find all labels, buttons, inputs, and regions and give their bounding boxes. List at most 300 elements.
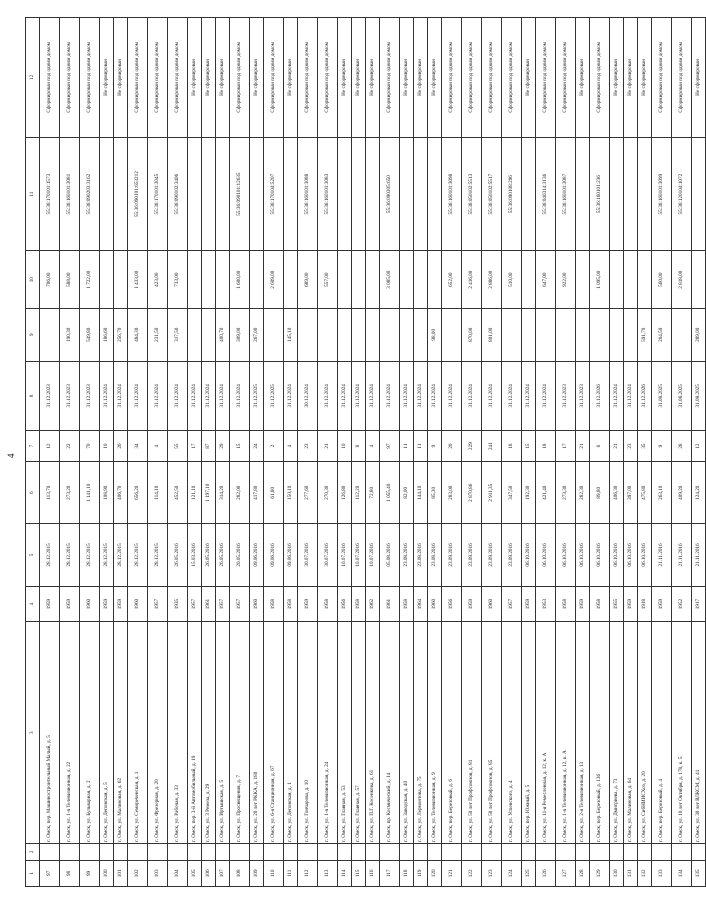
table-cell: Не сформирован — [366, 18, 380, 138]
table-cell: Сформирован под одним домом — [482, 18, 502, 138]
table-cell: 06.10.2016 — [536, 524, 556, 586]
table-cell: 09.06.2016 — [264, 524, 284, 586]
table-cell: 314,20 — [216, 462, 230, 524]
table-row — [216, 18, 230, 887]
table-cell: 115 — [352, 860, 366, 886]
table-cell: Не сформирован — [114, 18, 128, 138]
table-cell — [188, 843, 202, 860]
table-cell — [284, 843, 298, 860]
table-cell: 31.12.2023 — [556, 361, 576, 430]
table-cell: 4 — [284, 431, 298, 462]
table-cell: 15 — [522, 431, 536, 462]
table-cell — [522, 843, 536, 860]
table-cell: Сформирован под одним домом — [168, 18, 188, 138]
table-row — [522, 18, 536, 887]
table-cell: г. Омск, ул. 50 лет Профсоюзов, д. 81 — [462, 622, 482, 843]
table-cell: 103 — [148, 860, 168, 886]
table-row — [556, 18, 576, 887]
table-row — [366, 18, 380, 887]
table-cell: 117 — [380, 860, 400, 886]
table-cell: г. Омск, пер. Березовый, д. 6 — [442, 622, 462, 843]
table-cell: 121,10 — [188, 462, 202, 524]
table-cell: Сформирован под одним домом — [462, 18, 482, 138]
table-cell: 55:36:090203:3162 — [80, 137, 100, 251]
table-cell: Не сформирован — [352, 18, 366, 138]
table-cell: 89,80 — [590, 462, 610, 524]
table-cell: 1 600,00 — [230, 251, 250, 308]
table-cell: 31.12.2024 — [284, 361, 298, 430]
table-row — [60, 18, 80, 887]
table-cell: 31.12.2023 — [576, 361, 590, 430]
table-cell: 21.11.2016 — [672, 524, 692, 586]
table-cell — [590, 843, 610, 860]
table-cell: г. Омск, ул. Малиновая, д. 62 — [114, 622, 128, 843]
table-cell: 1 055,40 — [380, 462, 400, 524]
rotated-table-container — [25, 17, 701, 887]
table-cell: 1959 — [624, 586, 638, 622]
table-cell — [482, 843, 502, 860]
table-cell: г. Омск, ул. 1-я Телевизионная, д. 22 — [60, 622, 80, 843]
table-cell: 21.11.2016 — [652, 524, 672, 586]
table-cell: г. Омск, ул. Фрезерная, д. 20 — [148, 622, 168, 843]
table-cell: 31.12.2026 — [638, 361, 652, 430]
table-row — [298, 18, 318, 887]
table-cell: 113,70 — [40, 462, 60, 524]
table-cell: 1958 — [400, 586, 414, 622]
table-cell — [522, 308, 536, 361]
table-cell: Не сформирован — [100, 18, 114, 138]
table-cell: 21 — [576, 431, 590, 462]
table-cell: 1959 — [522, 586, 536, 622]
table-cell: 1935 — [168, 586, 188, 622]
table-cell: 2 — [264, 431, 284, 462]
table-cell — [202, 137, 216, 251]
table-cell — [100, 843, 114, 860]
table-cell — [428, 137, 442, 251]
table-cell — [216, 137, 230, 251]
table-cell: 510,00 — [502, 251, 522, 308]
table-cell: г. Омск, ул. 6-я Станционная, д. 67 — [264, 622, 284, 843]
table-cell: Сформирован под одним домом — [672, 18, 692, 138]
table-cell: 126 — [536, 860, 556, 886]
table-row — [100, 18, 114, 887]
table-cell: 1960 — [128, 586, 148, 622]
table-cell: 656,20 — [128, 462, 148, 524]
table-cell: г. Омск, ул. 1-я Телевизионная, д. 24 — [318, 622, 338, 843]
table-cell — [400, 843, 414, 860]
table-cell — [672, 843, 692, 860]
table-cell: 733,00 — [168, 251, 188, 308]
table-cell — [202, 308, 216, 361]
table-cell: Не сформирован — [338, 18, 352, 138]
table-cell: 20.05.2016 — [230, 524, 250, 586]
table-cell: 23.09.2016 — [482, 524, 502, 586]
table-cell: г. Омск, ул. Гончарова, д. 10 — [298, 622, 318, 843]
table-cell — [442, 308, 462, 361]
table-cell: г. Омск, ул. Бульварная, д. 2 — [80, 622, 100, 843]
table-cell: 21 — [318, 431, 338, 462]
table-cell: 06.10.2016 — [556, 524, 576, 586]
table-cell: 31.12.2024 — [428, 361, 442, 430]
table-cell — [366, 843, 380, 860]
table-cell: 22 — [60, 431, 80, 462]
table-cell: 31.12.2024 — [536, 361, 556, 430]
table-cell: 09.06.2016 — [284, 524, 298, 586]
table-cell: 10.07.2016 — [338, 524, 352, 586]
table-cell: 28.12.2015 — [60, 524, 80, 586]
table-cell: 3 085,00 — [380, 251, 400, 308]
table-cell: 120 — [428, 860, 442, 886]
table-cell — [352, 251, 366, 308]
table-cell — [610, 251, 624, 308]
table-cell: 100 — [100, 860, 114, 886]
table-cell: 475,80 — [638, 462, 652, 524]
table-cell — [338, 137, 352, 251]
table-cell: 121 — [442, 860, 462, 886]
table-cell: 2 911,35 — [482, 462, 502, 524]
table-cell: Сформирован под одним домом — [380, 18, 400, 138]
table-cell: 129 — [590, 860, 610, 886]
table-cell: Сформирован под одним домом — [40, 18, 60, 138]
table-cell: г. Омск, ул. Просвещения, д. 7 — [230, 622, 250, 843]
table-cell: 12 — [692, 431, 706, 462]
table-cell: 2 870,86 — [462, 462, 482, 524]
column-header-2: 2 — [26, 843, 40, 860]
table-cell: 17 — [556, 431, 576, 462]
table-cell: 31.12.2024 — [338, 361, 352, 430]
table-cell: 706,00 — [40, 251, 60, 308]
table-cell: 267,00 — [250, 308, 264, 361]
table-cell: 15.03.2016 — [188, 524, 202, 586]
table-cell: 560,00 — [652, 251, 672, 308]
table-cell: 131 — [624, 860, 638, 886]
table-cell: 55:36:170104:5207 — [264, 137, 284, 251]
table-cell — [652, 843, 672, 860]
table-cell — [128, 843, 148, 860]
table-cell: 23 — [624, 431, 638, 462]
table-cell: 1958 — [352, 586, 366, 622]
table-cell: 55 — [168, 431, 188, 462]
table-cell — [536, 308, 556, 361]
table-cell: г. Омск, ул. 20 лет РККА, д. 180 — [250, 622, 264, 843]
table-cell — [216, 843, 230, 860]
table-cell: 484,30 — [128, 308, 148, 361]
table-cell: 113 — [318, 860, 338, 886]
table-cell: 23.08.2016 — [428, 524, 442, 586]
table-cell — [80, 843, 100, 860]
table-cell — [352, 308, 366, 361]
table-cell — [188, 251, 202, 308]
table-cell: 17 — [188, 431, 202, 462]
table-cell: 31.12.2024 — [202, 361, 216, 430]
table-cell — [284, 137, 298, 251]
table-cell: 2 609,00 — [264, 251, 284, 308]
table-cell: 55:36:160101:3088 — [298, 137, 318, 251]
table-cell: Не сформирован — [284, 18, 298, 138]
table-cell: г. Омск, ул. Лермонтова, д. 75 — [414, 622, 428, 843]
table-cell — [522, 251, 536, 308]
table-cell: 98 — [60, 860, 80, 886]
table-cell: г. Омск, ул. Телевизионная, д. 9 — [428, 622, 442, 843]
table-cell: 4 — [366, 431, 380, 462]
table-cell: 190,30 — [60, 308, 80, 361]
table-cell: 106 — [202, 860, 216, 886]
table-cell: 270,30 — [318, 462, 338, 524]
table-cell: 127 — [556, 860, 576, 886]
table-cell — [352, 137, 366, 251]
table-cell: 1960 — [250, 586, 264, 622]
table-cell: 114,10 — [148, 462, 168, 524]
table-cell — [576, 308, 590, 361]
table-cell: 31.12.2024 — [114, 361, 128, 430]
table-cell: 241 — [482, 431, 502, 462]
table-cell: 119 — [414, 860, 428, 886]
table-row — [442, 18, 462, 887]
table-row — [482, 18, 502, 887]
table-row — [338, 18, 352, 887]
table-cell — [40, 308, 60, 361]
table-cell: 10.07.2016 — [352, 524, 366, 586]
table-cell: 256,70 — [114, 308, 128, 361]
table-cell: Не сформирован — [610, 18, 624, 138]
table-cell — [338, 251, 352, 308]
table-cell: 1959 — [114, 586, 128, 622]
table-cell: 588,00 — [60, 251, 80, 308]
table-cell: 1959 — [40, 586, 60, 622]
table-cell: Не сформирован — [428, 18, 442, 138]
table-cell — [576, 137, 590, 251]
table-cell — [230, 843, 250, 860]
table-cell: 118 — [400, 860, 414, 886]
table-cell — [692, 137, 706, 251]
table-row — [576, 18, 590, 887]
table-cell: 12 — [40, 431, 60, 462]
table-cell — [250, 251, 264, 308]
table-cell: 122 — [462, 860, 482, 886]
table-cell: 31.12.2024 — [482, 361, 502, 430]
table-cell: 99 — [80, 860, 100, 886]
table-cell: 309,00 — [230, 308, 250, 361]
table-cell — [556, 308, 576, 361]
table-cell: Сформирован под одним домом — [442, 18, 462, 138]
table-cell: Сформирован под одним домом — [230, 18, 250, 138]
table-cell: 591,70 — [638, 308, 652, 361]
table-cell: 55:36:050102:5513 — [462, 137, 482, 251]
table-cell: 1957 — [216, 586, 230, 622]
table-cell — [114, 137, 128, 251]
table-cell — [284, 251, 298, 308]
table-cell: 4 — [148, 431, 168, 462]
table-row — [230, 18, 250, 887]
table-cell — [250, 843, 264, 860]
table-cell: 98,00 — [428, 308, 442, 361]
table-cell — [428, 843, 442, 860]
table-cell: 282,00 — [230, 462, 250, 524]
table-cell: 26.05.2016 — [216, 524, 230, 586]
table-cell: 423,00 — [148, 251, 168, 308]
table-cell: Не сформирован — [576, 18, 590, 138]
table-cell: 34 — [128, 431, 148, 462]
table-cell: Сформирован под одним домом — [148, 18, 168, 138]
table-cell — [414, 137, 428, 251]
table-cell: 1957 — [502, 586, 522, 622]
table-cell: г. Омск, ул. Рабочая, д. 33 — [168, 622, 188, 843]
table-cell: 1960 — [80, 586, 100, 622]
table-cell: 347,50 — [502, 462, 522, 524]
table-cell: 1 197,10 — [202, 462, 216, 524]
header-row — [26, 18, 40, 887]
table-cell: 31.12.2024 — [610, 361, 624, 430]
table-cell: 1957 — [230, 586, 250, 622]
table-row — [610, 18, 624, 887]
table-cell — [60, 843, 80, 860]
table-cell: 26.05.2016 — [168, 524, 188, 586]
table-cell — [502, 843, 522, 860]
table-cell: Не сформирован — [638, 18, 652, 138]
table-cell: 282,30 — [576, 462, 590, 524]
table-cell: 1959 — [60, 586, 80, 622]
table-cell: 55:36:040314:3136 — [536, 137, 556, 251]
table-cell: 273,20 — [60, 462, 80, 524]
table-cell: 23.09.2016 — [442, 524, 462, 586]
table-row — [188, 18, 202, 887]
table-row — [672, 18, 692, 887]
table-cell: 2 818,00 — [672, 251, 692, 308]
table-cell: 85,30 — [428, 462, 442, 524]
table-cell: 28.12.2015 — [100, 524, 114, 586]
table-cell — [298, 308, 318, 361]
table-cell: Не сформирован — [250, 18, 264, 138]
table-cell: 1958 — [264, 586, 284, 622]
table-cell: 28.12.2015 — [40, 524, 60, 586]
table-cell — [202, 843, 216, 860]
table-cell — [352, 843, 366, 860]
table-cell — [100, 137, 114, 251]
table-cell: 409,20 — [672, 462, 692, 524]
table-cell — [536, 843, 556, 860]
table-row — [114, 18, 128, 887]
table-cell: Сформирован под одним домом — [556, 18, 576, 138]
table-cell — [264, 308, 284, 361]
table-cell: 186,60 — [100, 308, 114, 361]
table-cell: Сформирован под одним домом — [60, 18, 80, 138]
table-cell: 87 — [202, 431, 216, 462]
table-cell — [556, 843, 576, 860]
table-cell — [442, 843, 462, 860]
table-row — [128, 18, 148, 887]
table-cell: 112 — [298, 860, 318, 886]
table-cell: 406,70 — [114, 462, 128, 524]
table-cell: 31.12.2024 — [230, 361, 250, 430]
table-cell: г. Омск, ул. Малиновая, д. 64 — [624, 622, 638, 843]
table-row — [624, 18, 638, 887]
table-cell: 1959 — [576, 586, 590, 622]
table-cell: г. Омск, пер. 3-й Автомобильный, д. 19 — [188, 622, 202, 843]
table-cell: 55:36:160101:236 — [590, 137, 610, 251]
table-cell: г. Омск, пер. Южный, д. 5 — [522, 622, 536, 843]
table-cell: 06.10.2016 — [610, 524, 624, 586]
table-row — [462, 18, 482, 887]
table-row — [318, 18, 338, 887]
table-cell: 102 — [128, 860, 148, 886]
table-cell: 23.08.2016 — [400, 524, 414, 586]
table-cell — [366, 308, 380, 361]
table-cell: 72,80 — [366, 462, 380, 524]
table-cell: 8 — [352, 431, 366, 462]
table-cell: 55:36:160101:3081 — [60, 137, 80, 251]
table-cell: 09.06.2016 — [250, 524, 264, 586]
table-cell: 82,00 — [400, 462, 414, 524]
table-cell: 1958 — [590, 586, 610, 622]
table-cell: 23 — [298, 431, 318, 462]
table-row — [148, 18, 168, 887]
table-cell: Сформирован под одним домом — [318, 18, 338, 138]
table-cell: 10 — [100, 431, 114, 462]
table-cell — [624, 137, 638, 251]
table-cell — [100, 251, 114, 308]
table-cell: Не сформирован — [400, 18, 414, 138]
table-cell: 128 — [576, 860, 590, 886]
table-cell: 801,00 — [482, 308, 502, 361]
table-cell: Не сформирован — [522, 18, 536, 138]
table-cell — [148, 843, 168, 860]
table-cell: 124,20 — [692, 462, 706, 524]
table-cell: 28.12.2015 — [128, 524, 148, 586]
table-row — [400, 18, 414, 887]
table-cell: Сформирован под одним домом — [264, 18, 284, 138]
table-cell: 30.07.2016 — [318, 524, 338, 586]
table-row — [502, 18, 522, 887]
table-cell: Сформирован под одним домом — [502, 18, 522, 138]
table-cell: 31.12.2024 — [148, 361, 168, 430]
table-cell — [638, 251, 652, 308]
table-cell: 689,00 — [298, 251, 318, 308]
table-cell: 1959 — [462, 586, 482, 622]
table-cell — [414, 843, 428, 860]
table-cell: 108,90 — [100, 462, 114, 524]
table-cell: 110 — [264, 860, 284, 886]
column-header-10: 10 — [26, 251, 40, 308]
column-header-7: 7 — [26, 431, 40, 462]
table-cell: г. Омск, ул. СибНИИСХоз, д. 20 — [638, 622, 652, 843]
table-cell: г. Омск, ул. 50 лет Профсоюзов, д. 85 — [482, 622, 502, 843]
table-cell: 105 — [188, 860, 202, 886]
column-header-12: 12 — [26, 18, 40, 138]
table-cell: г. Омск, ул. Деповская, д. 5 — [100, 622, 114, 843]
table-cell: г. Омск, ул. Главная, д. 57 — [352, 622, 366, 843]
table-cell: 26 — [114, 431, 128, 462]
table-cell: 31.12.2024 — [168, 361, 188, 430]
table-cell: 2 886,00 — [482, 251, 502, 308]
table-cell: 31.12.2024 — [100, 361, 114, 430]
table-cell: 1960 — [482, 586, 502, 622]
table-cell: 1 722,00 — [80, 251, 100, 308]
table-row — [250, 18, 264, 887]
table-cell: 125 — [522, 860, 536, 886]
table-cell: 06.10.2016 — [522, 524, 536, 586]
table-cell — [338, 308, 352, 361]
table-cell: 283,00 — [442, 462, 462, 524]
table-cell: 192,30 — [522, 462, 536, 524]
table-cell: г. Омск, ул. Иртышская, д. 5 — [216, 622, 230, 843]
table-cell — [216, 251, 230, 308]
table-cell — [400, 137, 414, 251]
table-cell: 1958 — [556, 586, 576, 622]
table-cell: г. Омск, пер. Машиностроительный Малый, д. 5 — [40, 622, 60, 843]
column-header-8: 8 — [26, 361, 40, 430]
table-row — [428, 18, 442, 887]
table-cell: 31.08.2025 — [692, 361, 706, 430]
